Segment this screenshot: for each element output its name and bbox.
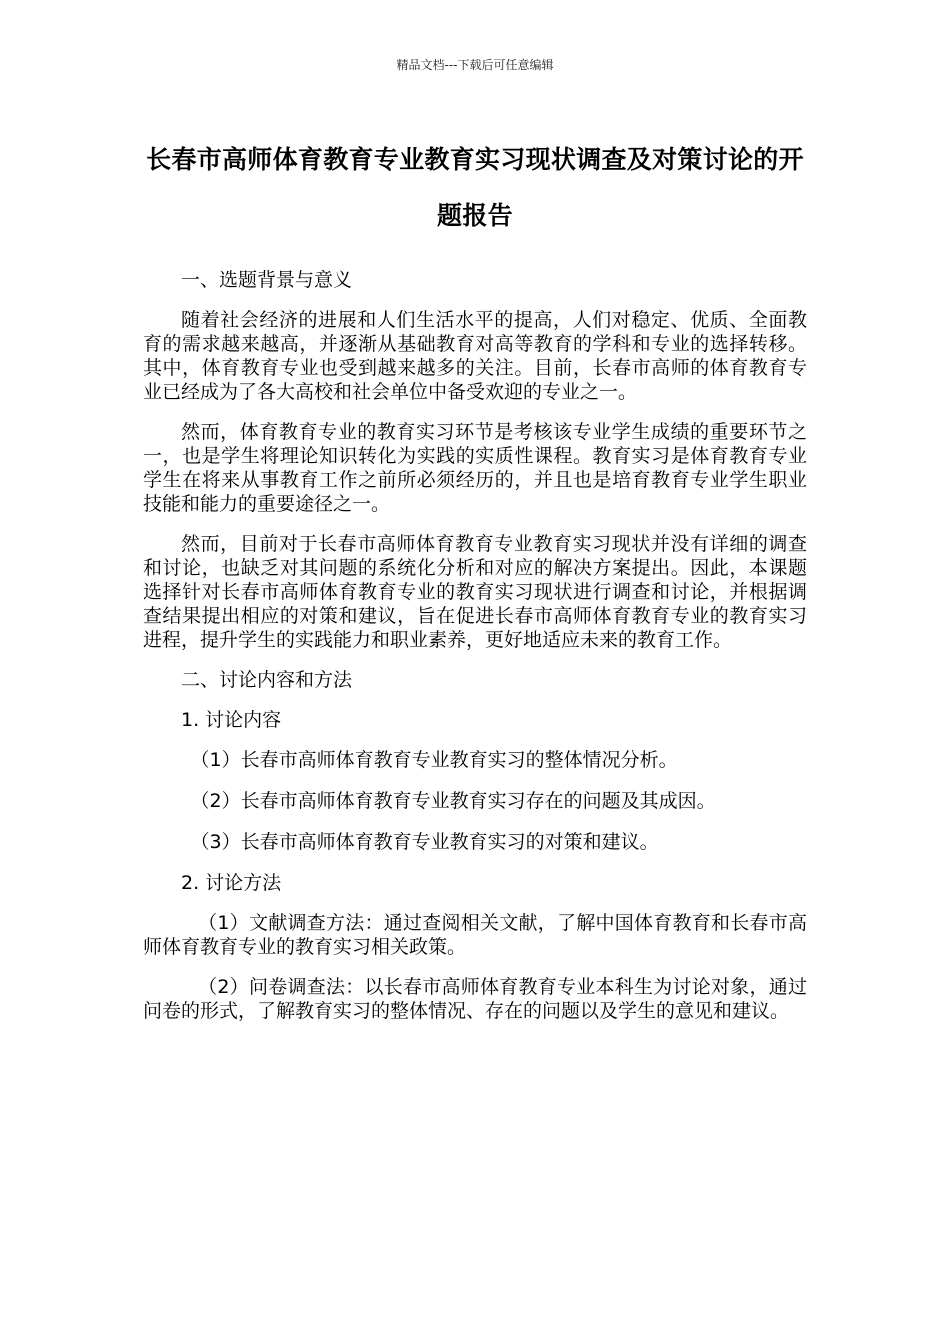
- content-item: （3）长春市高师体育教育专业教育实习的对策和建议。: [190, 831, 659, 853]
- section-heading-methods: 二、讨论内容和方法: [181, 669, 353, 691]
- section-heading-background: 一、选题背景与意义: [181, 269, 353, 291]
- method-item: （2）问卷调查法：以长春市高师体育教育专业本科生为讨论对象，通过问卷的形式，了解教育实习的整体情况、存在的问题以及学生的意见和建议。: [143, 976, 807, 1022]
- document-body: [143, 268, 807, 1039]
- content-item: （1）长春市高师体育教育专业教育实习的整体情况分析。: [190, 749, 678, 771]
- subheading-content: 1. 讨论内容: [181, 709, 282, 731]
- method-item: （1）文献调查方法：通过查阅相关文献，了解中国体育教育和长春市高师体育教育专业的教育实习相关政策。: [143, 912, 807, 958]
- content-item: （2）长春市高师体育教育专业教育实习存在的问题及其成因。: [190, 790, 716, 812]
- document-title: 长春市高师体育教育专业教育实习现状调查及对策讨论的开题报告: [146, 145, 804, 230]
- paragraph: 随着社会经济的进展和人们生活水平的提高，人们对稳定、优质、全面教育的需求越来越高，并逐渐从基础教育对高等教育的学科和专业的选择转移。其中，体育教育专业也受到越来越多的关注。目前，长春市高师的体育教育专业已经成为了各大高校和社会单位中备受欢迎的专业之一。: [143, 309, 807, 403]
- subheading-methods: 2. 讨论方法: [181, 872, 282, 894]
- paragraph: 然而，目前对于长春市高师体育教育专业教育实习现状并没有详细的调查和讨论，也缺乏对其问题的系统化分析和对应的解决方案提出。因此，本课题选择针对长春市高师体育教育专业的教育实习现状进行调查和讨论，并根据调查结果提出相应的对策和建议，旨在促进长春市高师体育教育专业的教育实习进程，提升学生的实践能力和职业素养，更好地适应未来的教育工作。: [143, 533, 807, 651]
- paragraph: 然而，体育教育专业的教育实习环节是考核该专业学生成绩的重要环节之一，也是学生将理论知识转化为实践的实质性课程。教育实习是体育教育专业学生在将来从事教育工作之前所必须经历的，并且也是培育教育专业学生职业技能和能力的重要途径之一。: [143, 421, 807, 515]
- header-note: 精品文档---下载后可任意编辑: [396, 58, 554, 72]
